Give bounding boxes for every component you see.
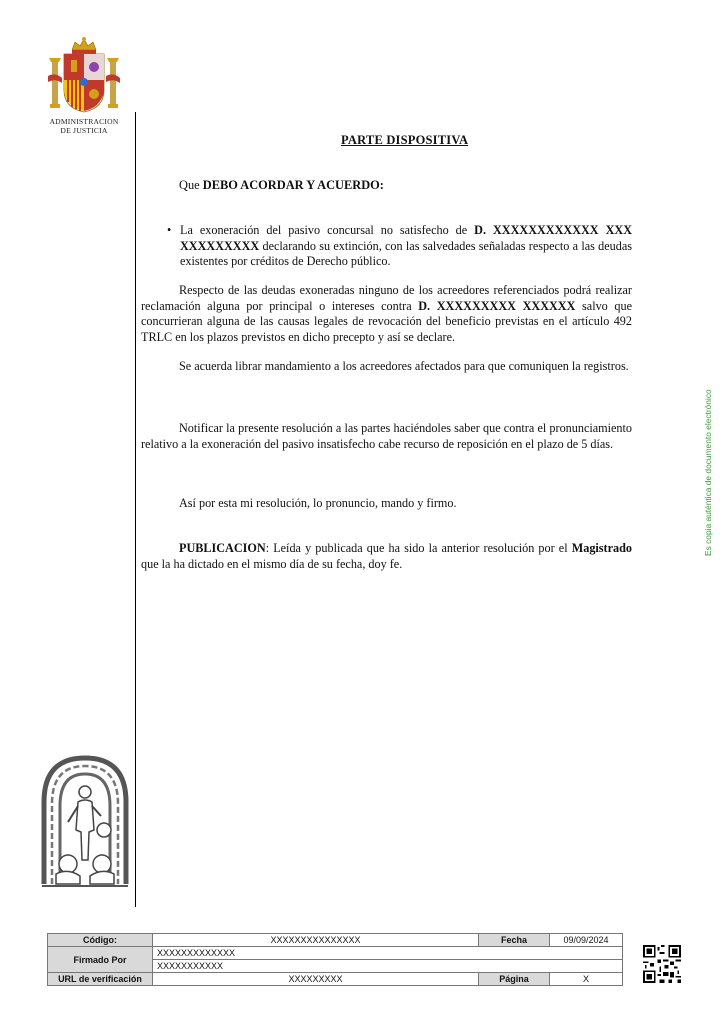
coat-of-arms-icon xyxy=(44,36,124,116)
url-label: URL de verificación xyxy=(48,973,153,986)
firmado-value-2: XXXXXXXXXXX xyxy=(153,960,623,973)
codigo-label: Código: xyxy=(48,934,153,947)
paragraph-exoneration xyxy=(167,223,632,270)
url-value[interactable]: XXXXXXXXX xyxy=(153,973,479,986)
verification-table xyxy=(47,933,623,986)
p1-text-b: declarando su extinción, con las salvedades señaladas respecto a las deudas existentes por créditos de Derecho público. xyxy=(180,238,632,269)
paragraph-signature: Así por esta mi resolución, lo pronuncio, mando y firmo. xyxy=(179,496,457,510)
bullet-icon: • xyxy=(167,223,172,237)
p6-bold-magistrado: Magistrado xyxy=(571,541,632,555)
admin-label-line2: DE JUSTICIA xyxy=(60,126,108,135)
p6-text-b: que la ha dictado en el mismo día de su fecha, doy fe. xyxy=(141,556,403,571)
paragraph-notification xyxy=(141,421,632,452)
qr-code-icon xyxy=(643,945,681,983)
p2-debtor-name: D. XXXXXXXXX XXXXXX xyxy=(418,298,576,313)
firmado-label: Firmado Por xyxy=(48,947,153,973)
p3-text: Se acuerda librar mandamiento a los acreedores afectados para que comuniquen la registros. xyxy=(179,359,629,373)
codigo-value: XXXXXXXXXXXXXXX xyxy=(153,934,479,947)
intro-bold: DEBO ACORDAR Y ACUERDO: xyxy=(202,178,384,192)
fecha-label: Fecha xyxy=(479,934,550,947)
p2-text-b: salvo que concurrieran alguna de las causas legales de revocación del beneficio previstas en el artículo 492 TRLC en los plazos previstos en dicho precepto y así se declare. xyxy=(141,298,633,344)
p2-text-a: Respecto de las deudas exoneradas ninguno de los acreedores referenciados podrá realizar reclamación alguna por principal o intereses contra xyxy=(141,283,632,313)
p4-text: Notificar la presente resolución a las partes haciéndoles saber que contra el pronunciamiento relativo a la exoneración del pasivo insatisfecho cabe recurso de reposición en el plazo de 5 días. xyxy=(141,421,632,451)
vertical-divider xyxy=(135,112,136,907)
p1-debtor-name: D. XXXXXXXXXXXX XXX XXXXXXXXX xyxy=(180,223,633,253)
paragraph-publication xyxy=(141,541,632,572)
paragraph-mandate xyxy=(141,359,632,375)
intro-prefix: Que xyxy=(179,178,203,192)
junta-emblem-icon xyxy=(38,752,132,892)
paragraph-creditors xyxy=(141,283,632,345)
admin-label-line1: ADMINISTRACION xyxy=(49,117,119,126)
document-title: PARTE DISPOSITIVA xyxy=(341,133,469,147)
administration-label xyxy=(34,117,134,135)
pagina-label: Página xyxy=(479,973,550,986)
p6-text-a: : Leída y publicada que ha sido la anterior resolución por el xyxy=(265,541,572,555)
fecha-value: 09/09/2024 xyxy=(550,934,623,947)
pagina-value: X xyxy=(550,973,623,986)
authentic-copy-note: Es copia auténtica de documento electrónico xyxy=(703,389,713,556)
intro-line xyxy=(179,178,384,193)
firmado-value-1: XXXXXXXXXXXXX xyxy=(153,947,623,960)
p1-text-a: La exoneración del pasivo concursal no satisfecho de xyxy=(180,223,475,237)
p6-bold-publicacion: PUBLICACION xyxy=(179,541,266,555)
